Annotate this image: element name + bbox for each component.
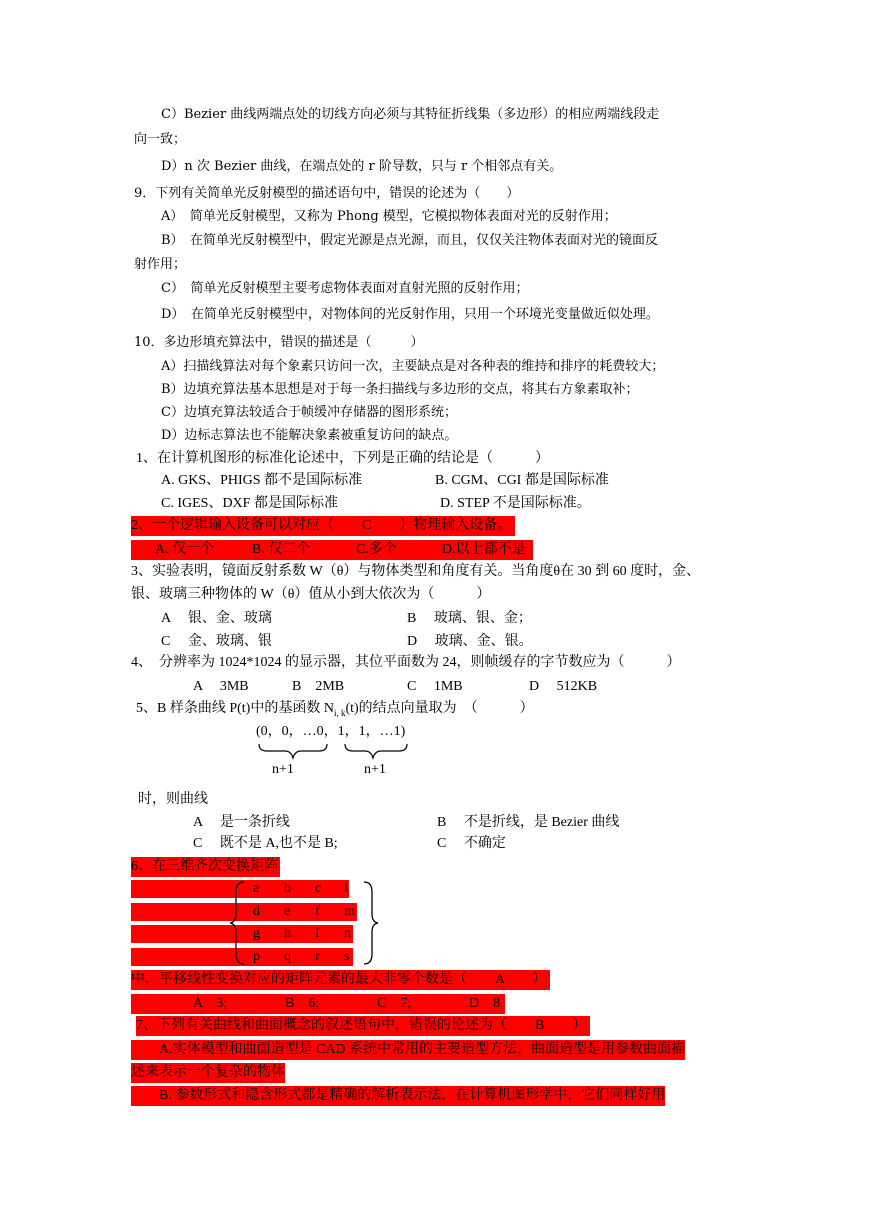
q9-option-b-line2: 射作用； bbox=[134, 257, 187, 272]
s4-option-c: C 1MB bbox=[407, 679, 463, 694]
s5-option-a: A 是一条折线 bbox=[193, 815, 290, 830]
s6-matrix-cell: q bbox=[284, 949, 291, 964]
s5-brace-left bbox=[259, 744, 327, 758]
s2-option-b: B. 仅二个 bbox=[252, 542, 311, 557]
s6-matrix-cell: n bbox=[344, 926, 351, 941]
s5-brace-label-2: n+1 bbox=[364, 762, 386, 777]
q10-stem: 10．多边形填充算法中，错误的描述是（ ） bbox=[134, 335, 424, 350]
q9-option-c: C） 简单光反射模型主要考虑物体表面对直射光照的反射作用； bbox=[161, 281, 529, 296]
s2-option-d: D.以上都不是 bbox=[442, 542, 526, 557]
q9-option-d: D） 在简单光反射模型中，对物体间的光反射作用，只用一个环境光变量做近似处理。 bbox=[161, 307, 659, 322]
q10-option-a: A）扫描线算法对每个象素只访问一次，主要缺点是对各种表的维持和排序的耗费较大； bbox=[161, 359, 665, 374]
s6-matrix-cell: b bbox=[284, 881, 291, 896]
s3-option-c: C 金、玻璃、银 bbox=[161, 634, 272, 649]
s3-option-d: D 玻璃、金、银。 bbox=[407, 634, 533, 649]
s5-option-d: C 不确定 bbox=[437, 836, 506, 851]
s6-question: 中，平移线性变换对应的矩阵元素的最大非零个数是（ A ） bbox=[131, 970, 550, 990]
s6-matrix-cell: g bbox=[253, 926, 260, 941]
s7-option-a-line2: 述来表示一个复杂的物体 bbox=[131, 1063, 285, 1083]
q8-option-c-line1: C）Bezier 曲线两端点处的切线方向必须与其特征折线集（多边形）的相应两端线段走 bbox=[161, 107, 660, 122]
s6-matrix-cell: m bbox=[344, 904, 355, 919]
s2-stem: 2、一个逻辑输入设备可以对应（ C ）物理输入设备。 bbox=[131, 516, 515, 536]
s7-stem: 7、下列有关曲线和曲面概念的叙述语句中，错误的论述为（ B ） bbox=[136, 1016, 590, 1036]
s2-option-c: C.多个 bbox=[356, 542, 397, 557]
s6-matrix-cell: e bbox=[284, 904, 291, 919]
q10-option-d: D）边标志算法也不能解决象素被重复访问的缺点。 bbox=[161, 428, 458, 443]
q8-option-c-line2: 向一致； bbox=[134, 132, 187, 147]
s5-brace-label-1: n+1 bbox=[272, 762, 294, 777]
s6-matrix-cell: d bbox=[253, 904, 260, 919]
s5-option-c: C 既不是 A,也不是 B; bbox=[193, 836, 338, 851]
s6-matrix-cell: a bbox=[253, 881, 260, 896]
s4-option-d: D 512KB bbox=[529, 679, 598, 694]
s4-option-b: B 2MB bbox=[292, 679, 345, 694]
s7-option-a-line1: A.实体模型和曲面造型是 CAD 系统中常用的主要造型方法，曲面造型是用参数曲面描 bbox=[131, 1040, 685, 1060]
s5-brace-right bbox=[345, 744, 407, 758]
s5-option-b: B 不是折线，是 Bezier 曲线 bbox=[437, 815, 620, 830]
s5-stem-post: (t)的结点向量取为 （ ） bbox=[345, 701, 534, 716]
s6-option-d: D 8 bbox=[469, 996, 501, 1011]
q9-option-b-line1: B） 在简单光反射模型中，假定光源是点光源，而且，仅仅关注物体表面对光的镜面反 bbox=[161, 233, 659, 248]
s5-stem bbox=[136, 699, 534, 719]
s6-stem: 6、在三维齐次变换矩阵 bbox=[131, 857, 280, 877]
s1-option-a: A. GKS、PHIGS 都不是国际标准 bbox=[161, 473, 363, 488]
s6-option-b: B 6; bbox=[285, 996, 320, 1011]
s4-option-a: A 3MB bbox=[193, 679, 249, 694]
s6-matrix-cell: r bbox=[315, 949, 320, 964]
s4-stem: 4、 分辨率为 1024*1024 的显示器，其位平面数为 24，则帧缓存的字节数应为（ ） bbox=[131, 655, 681, 670]
s6-option-a: A 3; bbox=[193, 996, 228, 1011]
q10-option-c: C）边填充算法较适合于帧缓冲存储器的图形系统； bbox=[161, 405, 457, 420]
s5-knot-vector: (0，0，…0，1，1，…1) bbox=[256, 724, 406, 739]
s6-matrix-cell: c bbox=[315, 881, 322, 896]
s6-matrix-cell: h bbox=[284, 926, 291, 941]
s1-option-d: D. STEP 不是国际标准。 bbox=[440, 496, 591, 511]
s1-option-c: C. IGES、DXF 都是国际标准 bbox=[161, 496, 338, 511]
s5-stem-sub: i, k bbox=[333, 707, 346, 718]
s5-then: 时，则曲线 bbox=[138, 792, 208, 807]
s6-bracket-right bbox=[364, 882, 378, 964]
s3-stem-line1: 3、实验表明，镜面反射系数 W（θ）与物体类型和角度有关。当角度θ在 30 到 60 度时，金、 bbox=[131, 564, 701, 579]
s3-stem-line2: 银、玻璃三种物体的 W（θ）值从小到大依次为（ ） bbox=[131, 587, 491, 602]
s6-bracket-left bbox=[230, 882, 244, 964]
s1-stem: 1、在计算机图形的标准化论述中，下列是正确的结论是（ ） bbox=[136, 451, 549, 466]
s6-matrix-cell: l bbox=[344, 881, 348, 896]
s6-option-c: C 7; bbox=[377, 996, 412, 1011]
s3-option-b: B 玻璃、银、金； bbox=[407, 611, 532, 626]
s6-matrix-cell: s bbox=[344, 949, 350, 964]
s3-option-a: A 银、金、玻璃 bbox=[161, 611, 272, 626]
q10-option-b: B）边填充算法基本思想是对于每一条扫描线与多边形的交点，将其右方象素取补； bbox=[161, 382, 639, 397]
s7-option-b: B. 参数形式和隐含形式都是精确的解析表示法，在计算机图形学中，它们同样好用 bbox=[131, 1086, 665, 1106]
q9-stem: 9．下列有关简单光反射模型的描述语句中，错误的论述为（ ） bbox=[134, 186, 520, 201]
s6-matrix-cell: p bbox=[253, 949, 260, 964]
s1-option-b: B. CGM、CGI 都是国际标准 bbox=[435, 473, 609, 488]
q8-option-d: D）n 次 Bezier 曲线，在端点处的 r 阶导数，只与 r 个相邻点有关。 bbox=[161, 159, 563, 174]
s6-matrix-cell: I bbox=[315, 926, 320, 941]
s6-matrix-brackets bbox=[228, 880, 380, 966]
s2-option-a: A. 仅一个 bbox=[155, 542, 215, 557]
s6-matrix-cell: f bbox=[315, 904, 320, 919]
s5-stem-pre: 5、B 样条曲线 P(t)中的基函数 N bbox=[136, 701, 334, 716]
q9-option-a: A） 简单光反射模型，又称为 Phong 模型，它模拟物体表面对光的反射作用； bbox=[161, 209, 617, 224]
